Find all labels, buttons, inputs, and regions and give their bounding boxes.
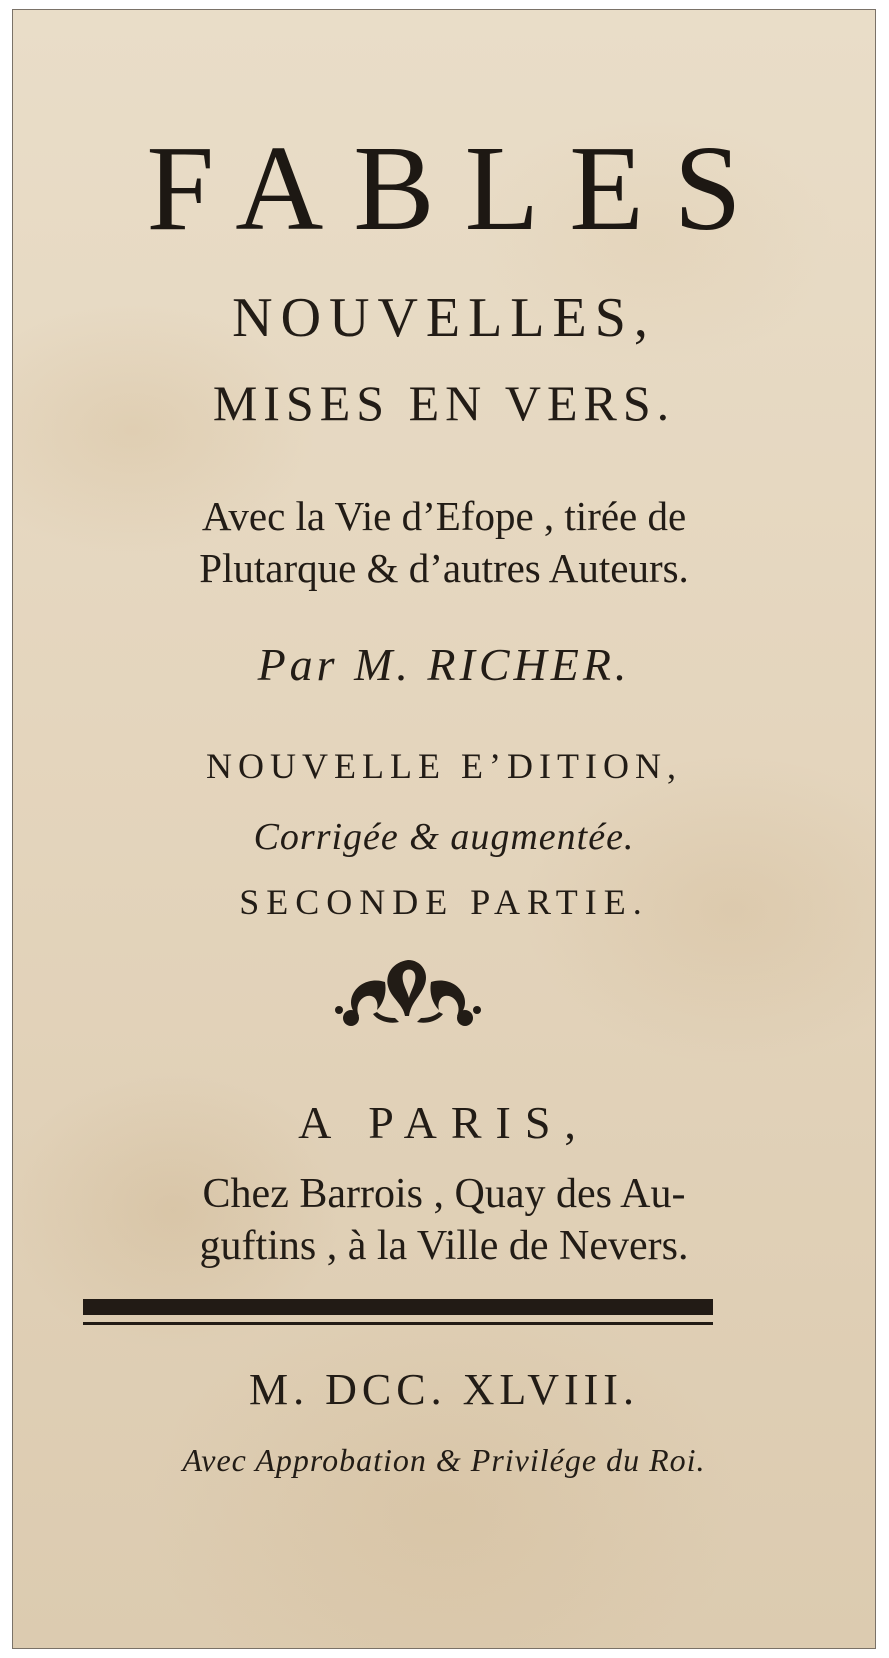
double-rule-thin [83,1322,713,1325]
subtitle-nouvelles: NOUVELLES, [232,287,656,349]
book-title: FABLES [146,121,772,256]
approval-line: Avec Approbation & Privilége du Roi. [182,1442,706,1478]
subtitle-mises-en-vers: MISES EN VERS. [212,375,676,431]
description-line-1: Avec la Vie d’Efope , tirée de [201,493,687,539]
author-line: Par M. RICHER. [257,639,631,690]
part-line: SECONDE PARTIE. [239,882,649,922]
fleuron-ornament-icon [333,952,483,1032]
description-line-2: Plutarque & d’autres Auteurs. [199,545,689,591]
edition-line: NOUVELLE E’DITION, [206,746,682,786]
title-page [12,9,876,1649]
publisher-line-2: guftins , à la Ville de Nevers. [199,1223,689,1269]
publisher [13,1168,875,1272]
publication-date: M. DCC. XLVIII. [249,1365,639,1414]
publisher-line-1: Chez Barrois , Quay des Au- [202,1171,686,1217]
city-line: A PARIS, [298,1097,590,1148]
description [13,490,875,594]
edition-note: Corrigée & augmentée. [253,816,635,858]
double-rule-thick [83,1299,713,1315]
